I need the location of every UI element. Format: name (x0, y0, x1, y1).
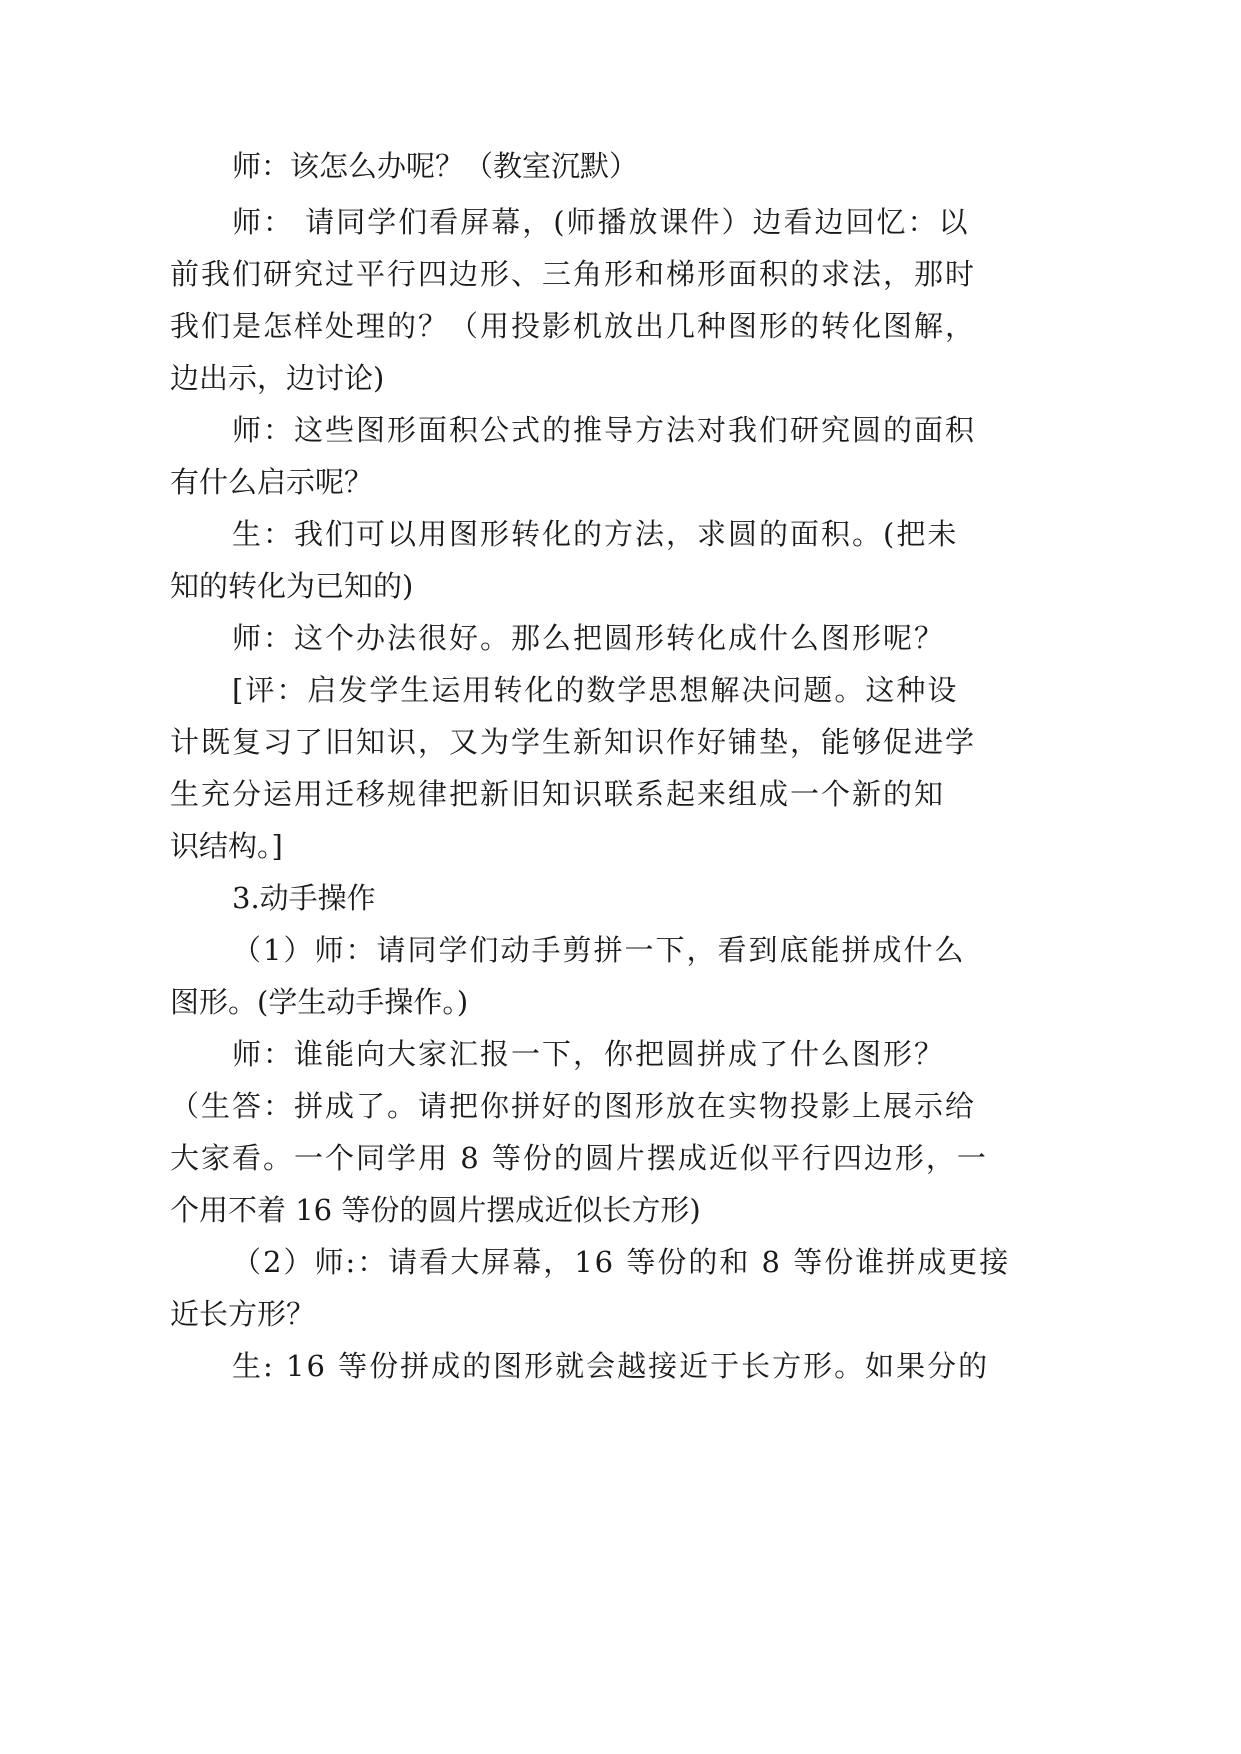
line-text: 生：我们可以用图形转化的方法，求圆的面积。(把未 (232, 517, 959, 551)
text-line (0, 202, 1241, 242)
line-text: 边出示，边讨论) (170, 361, 385, 395)
line-text: 生充分运用迁移规律把新旧知识联系起来组成一个新的知 (170, 777, 946, 811)
line-text: 有什么启示呢？ (170, 465, 374, 499)
text-line (0, 1346, 1241, 1386)
line-text: 我们是怎样处理的？（用投影机放出几种图形的转化图解， (170, 309, 977, 343)
line-text: 师： 请同学们看屏幕，(师播放课件）边看边回忆：以 (232, 205, 970, 239)
text-line (0, 462, 1241, 502)
line-text: 师：这些图形面积公式的推导方法对我们研究圆的面积 (232, 413, 977, 447)
text-line (0, 878, 1241, 918)
line-text: 近长方形？ (170, 1297, 316, 1331)
text-line (0, 1086, 1241, 1126)
text-line (0, 826, 1241, 866)
text-line (0, 254, 1241, 294)
text-line (0, 1190, 1241, 1230)
text-line (0, 1138, 1241, 1178)
text-line (0, 670, 1241, 710)
line-text: 识结构。] (170, 829, 283, 863)
text-line (0, 514, 1241, 554)
text-line (0, 1034, 1241, 1074)
line-text: 3.动手操作 (232, 881, 376, 915)
line-text: 前我们研究过平行四边形、三角形和梯形面积的求法，那时 (170, 257, 977, 291)
line-text: 个用不着 16 等份的圆片摆成近似长方形) (170, 1193, 701, 1227)
text-line (0, 146, 1241, 186)
text-line (0, 1294, 1241, 1334)
line-text: 图形。(学生动手操作。) (170, 985, 469, 1019)
text-line (0, 722, 1241, 762)
line-text: 计既复习了旧知识，又为学生新知识作好铺垫，能够促进学 (170, 725, 977, 759)
text-line (0, 1242, 1241, 1282)
text-line (0, 774, 1241, 814)
line-text: 师：这个办法很好。那么把圆形转化成什么图形呢？ (232, 621, 946, 655)
line-text: 生: 16 等份拼成的图形就会越接近于长方形。如果分的 (232, 1349, 990, 1383)
text-line (0, 358, 1241, 398)
line-text: [评：启发学生运用转化的数学思想解决问题。这种设 (232, 673, 959, 707)
line-text: （生答：拼成了。请把你拼好的图形放在实物投影上展示给 (170, 1089, 977, 1123)
line-text: 师：谁能向大家汇报一下，你把圆拼成了什么图形？ (232, 1037, 946, 1071)
text-line (0, 566, 1241, 606)
line-text: 大家看。一个同学用 8 等份的圆片摆成近似平行四边形，一 (170, 1141, 988, 1175)
text-line (0, 930, 1241, 970)
line-text: （1）师：请同学们动手剪拼一下，看到底能拼成什么 (232, 933, 966, 967)
line-text: （2）师:：请看大屏幕，16 等份的和 8 等份谁拼成更接 (232, 1245, 1011, 1279)
line-text: 师：该怎么办呢？（教室沉默） (232, 149, 639, 183)
text-line (0, 306, 1241, 346)
text-line (0, 982, 1241, 1022)
line-text: 知的转化为已知的) (170, 569, 414, 603)
text-line (0, 410, 1241, 450)
text-line (0, 618, 1241, 658)
